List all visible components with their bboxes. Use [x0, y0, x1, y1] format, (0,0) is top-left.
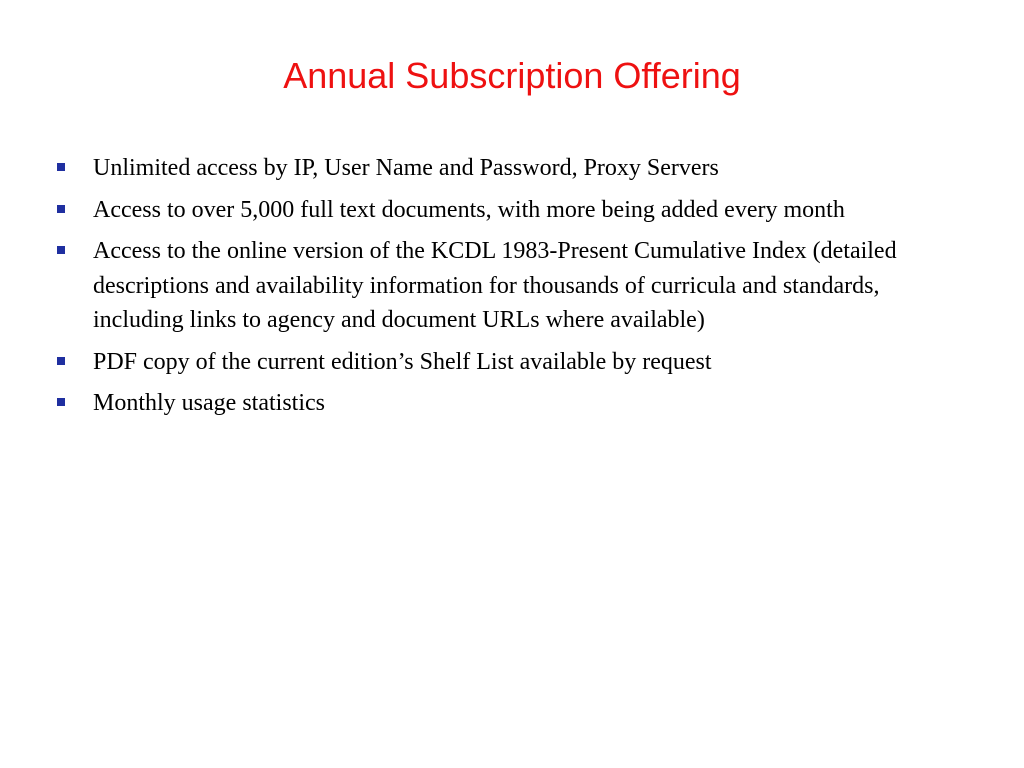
bullet-text: Unlimited access by IP, User Name and Password, Proxy Servers: [93, 155, 719, 181]
bullet-text: Monthly usage statistics: [93, 390, 325, 416]
square-bullet-icon: [57, 398, 65, 406]
square-bullet-icon: [57, 357, 65, 365]
bullet-text: Access to the online version of the KCDL 1983-Present Cumulative Index (detailed descriptions and availability information for thousands of curricula and standards, including links to agency and document URLs where available): [93, 238, 897, 333]
list-item: [55, 234, 975, 338]
square-bullet-icon: [57, 205, 65, 213]
bullet-text: PDF copy of the current edition’s Shelf List available by request: [93, 348, 712, 375]
list-item: [55, 151, 975, 186]
square-bullet-icon: [57, 163, 65, 171]
list-item: [55, 386, 975, 421]
list-item: [55, 193, 975, 228]
bullet-list: [55, 151, 975, 428]
slide-title: Annual Subscription Offering: [283, 55, 741, 96]
bullet-text: Access to over 5,000 full text documents, with more being added every month: [93, 196, 845, 223]
square-bullet-icon: [57, 246, 65, 254]
list-item: [55, 345, 975, 380]
